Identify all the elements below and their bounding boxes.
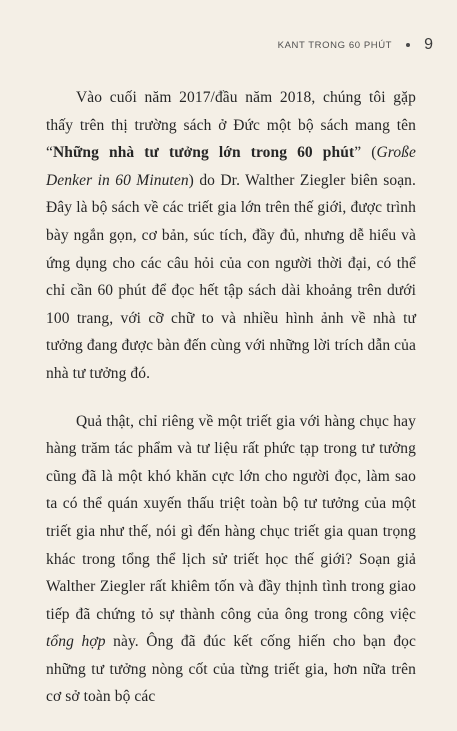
paragraph-1 <box>46 84 416 388</box>
page-number: 9 <box>424 36 433 53</box>
emphasis-text: tổng hợp <box>46 633 106 651</box>
text-segment: Vào cuối năm 2017/đầu năm 2018, chúng tôi gặp thấy trên thị trường sách ở Đức một bộ sách mang tên “ <box>46 89 416 162</box>
text-segment: Quả thật, chỉ riêng về một triết gia với hàng chục hay hàng trăm tác phẩm và tư liệu rất phức tạp trong tư tưởng cũng đã là một khó khăn cực lớn cho người đọc, làm sao ta có thể quán xuyến thấu triệt toàn bộ tư tưởng của một triết gia như thế, nói gì đến hàng chục triết gia quan trọng khác trong tổng thể lịch sử triết học thế giới? Soạn giả Walther Ziegler rất khiêm tốn và đầy thịnh tình trong giao tiếp đã chứng tỏ sự thành công của ông trong công việc <box>46 412 416 623</box>
running-header <box>278 36 433 54</box>
paragraph-2 <box>46 408 416 712</box>
text-segment: ” ( <box>354 144 377 162</box>
text-segment: ) do Dr. Walther Ziegler biên soạn. Đây là bộ sách về các triết gia lớn trên thế giới, được trình bày ngắn gọn, cơ bản, súc tích, đầy đủ, nhưng dễ hiểu và ứng dụng cho các câu hỏi của con người thời đại, có thể chỉ cần 60 phút để đọc hết tập sách dài khoảng trên dưới 100 trang, với cỡ chữ to và nhiều hình ảnh về nhà tư tưởng đang được bàn đến cùng với những lời trích dẫn của nhà tư tưởng đó. <box>46 171 417 382</box>
book-series-title: Những nhà tư tưởng lớn trong 60 phút <box>52 144 355 162</box>
text-segment: này. Ông đã đúc kết cống hiến cho bạn đọc những tư tưởng nòng cốt của từng triết gia, hơn nữa trên cơ sở toàn bộ các <box>46 633 416 706</box>
running-header-title: KANT TRONG 60 PHÚT <box>277 39 393 51</box>
original-german-title: Große Denker in 60 Minuten <box>46 144 416 189</box>
body-text <box>46 84 416 731</box>
bullet-separator-icon <box>406 43 410 47</box>
